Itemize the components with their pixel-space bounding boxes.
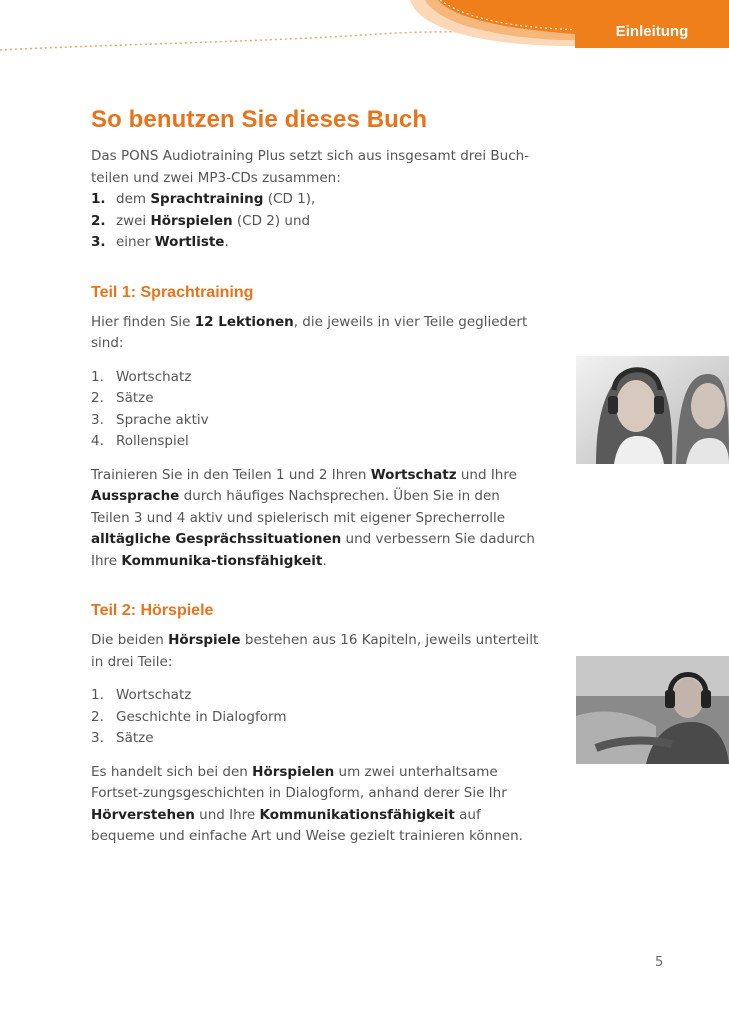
- list-item: 4. Rollenspiel: [91, 433, 189, 449]
- list-text: dem: [116, 191, 151, 207]
- list-number: 1.: [91, 191, 106, 207]
- list-text: einer: [116, 234, 155, 250]
- list-text: (CD 1),: [263, 191, 316, 207]
- list-bold: Sprachtraining: [150, 191, 264, 207]
- list-bold: Wortliste: [154, 234, 225, 250]
- list-item: 2. Geschichte in Dialogform: [91, 708, 287, 725]
- part1-body: Trainieren Sie in den Teilen 1 und 2 Ihren Wortschatz und Ihre Aussprache durch häufiges Nachsprechen. Üben Sie in den Teilen 3 und 4 aktiv und spielerisch mit eigener Sprecherrolle alltägliche Gesprächssituationen und verbessern Sie dadurch Ihre Kommunika-tionsfähigkeit.: [91, 466, 535, 569]
- list-item: [91, 211, 541, 233]
- list-item: [91, 189, 541, 211]
- list-text: .: [224, 234, 229, 250]
- part2-body: Es handelt sich bei den Hörspielen um zwei unterhaltsame Fortset-zungsgeschichten in Dialogform, anhand derer Sie Ihr Hörverstehen und Ihre Kommunikationsfähigkeit auf bequeme und einfache Art und Weise gezielt trainieren können.: [91, 763, 523, 844]
- list-item: 1. Wortschatz: [91, 368, 192, 385]
- part1-lead: Hier finden Sie 12 Lektionen, die jeweils in vier Teile gegliedert sind:: [91, 313, 528, 351]
- page-title: So benutzen Sie dieses Buch: [91, 106, 428, 133]
- section-heading-part1: Teil 1: Sprachtraining: [91, 283, 254, 301]
- list-item: 1. Wortschatz: [91, 687, 192, 703]
- page-number: 5: [655, 955, 664, 970]
- section-label: Einleitung: [615, 22, 689, 40]
- photo-women-headphones: [576, 356, 729, 464]
- part2-list: [91, 685, 541, 750]
- intro-text: Das PONS Audiotraining Plus setzt sich aus insgesamt drei Buch-teilen und zwei MP3-CDs zusammen:: [91, 148, 530, 186]
- list-number: 2.: [91, 212, 106, 229]
- list-item: 3. Sprache aktiv: [91, 411, 209, 428]
- part2-lead: Die beiden Hörspiele bestehen aus 16 Kapiteln, jeweils unterteilt in drei Teile:: [91, 632, 539, 670]
- main-content: [91, 106, 541, 848]
- photo-man-headphones: [576, 656, 729, 764]
- section-tab: [575, 14, 729, 48]
- part1-list: [91, 367, 541, 453]
- list-number: 3.: [91, 234, 106, 250]
- list-bold: Hörspielen: [150, 212, 233, 229]
- list-item: [91, 232, 541, 254]
- intro-list: [91, 189, 541, 254]
- list-text: zwei: [116, 212, 151, 229]
- list-text: (CD 2) und: [232, 212, 311, 229]
- list-item: 2. Sätze: [91, 390, 154, 406]
- section-heading-part2: Teil 2: Hörspiele: [91, 602, 214, 619]
- list-item: 3. Sätze: [91, 730, 154, 746]
